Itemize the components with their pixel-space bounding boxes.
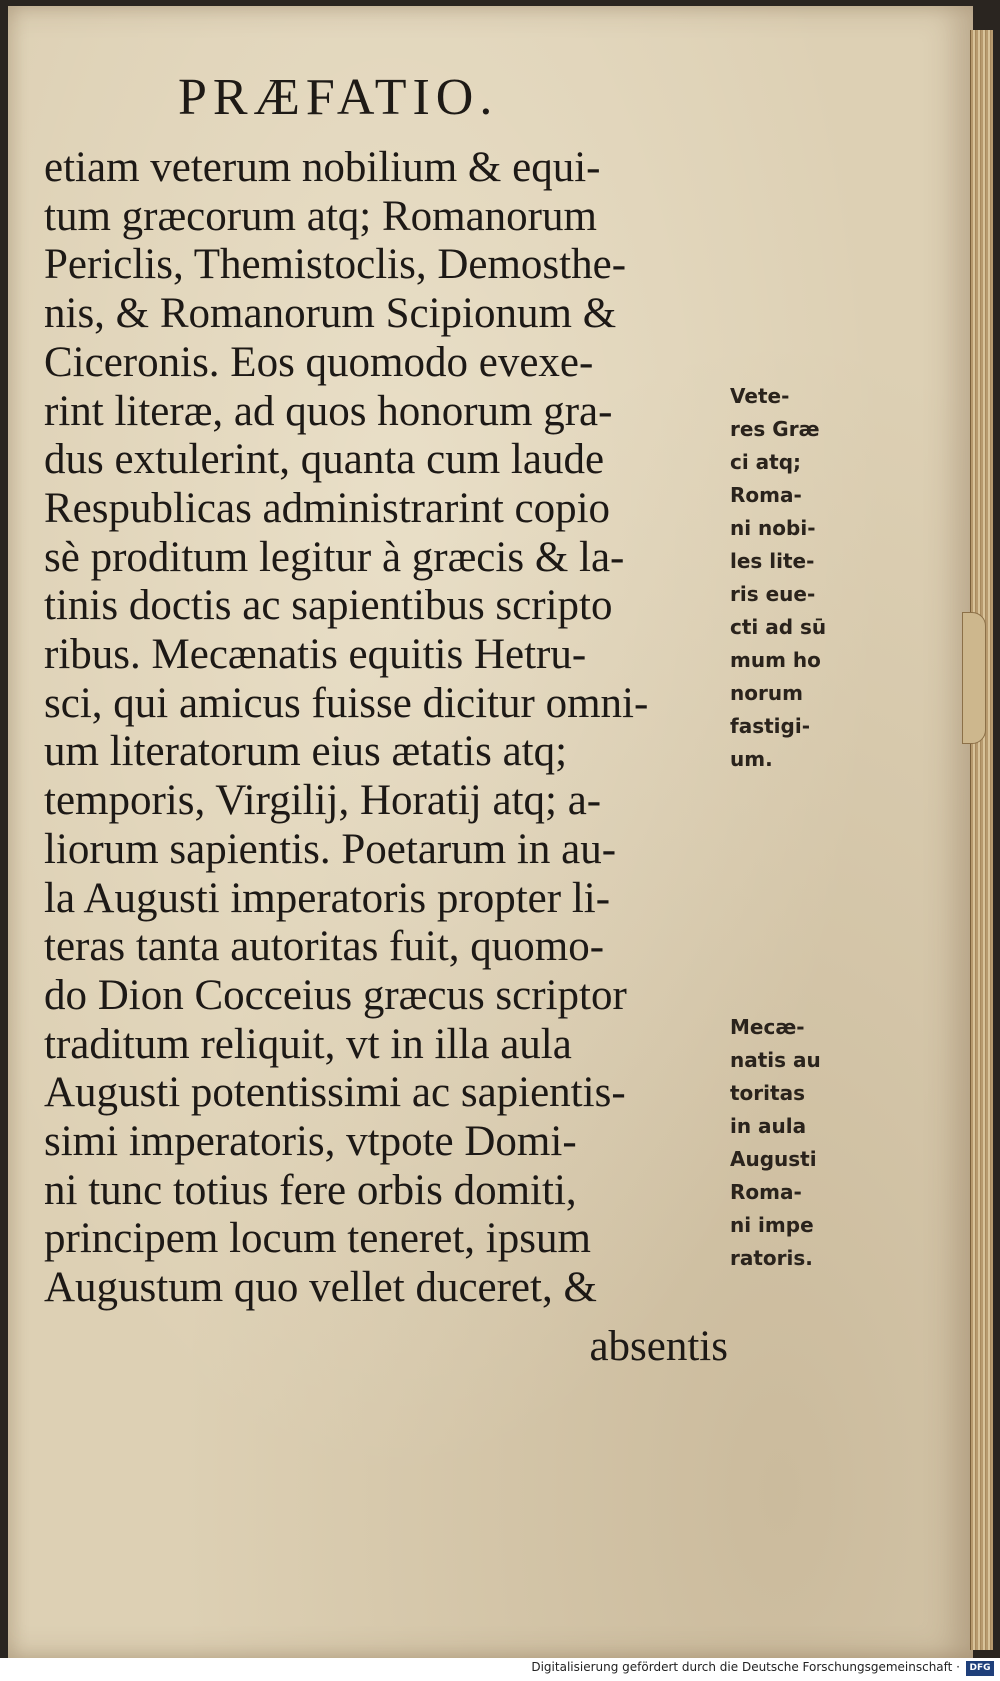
- marginal-line: les lite-: [730, 549, 815, 573]
- marginal-line: in aula: [730, 1114, 807, 1138]
- marginal-line: cti ad sū: [730, 615, 827, 639]
- marginal-line: res Græ: [730, 417, 820, 441]
- marginal-line: ci atq;: [730, 450, 802, 474]
- marginal-line: Augusti: [730, 1147, 817, 1171]
- marginal-note-veteres: [730, 380, 826, 776]
- marginal-note-mecaenatis: [730, 1011, 821, 1275]
- text-line: rint literæ, ad quos honorum gra-: [44, 387, 613, 435]
- text-line: ni tunc totius fere orbis domiti,: [44, 1166, 577, 1214]
- text-line: la Augusti imperatoris propter li-: [44, 874, 611, 922]
- text-line: Respublicas administrarint copio: [44, 484, 611, 532]
- text-line: um literatorum eius ætatis atq;: [44, 728, 568, 776]
- marginal-line: toritas: [730, 1081, 805, 1105]
- text-line: Ciceronis. Eos quomodo evexe-: [44, 338, 594, 386]
- text-line: etiam veterum nobilium & equi-: [44, 144, 601, 191]
- text-line: ribus. Mecænatis equitis Hetru-: [44, 631, 587, 679]
- page-tab: [962, 612, 986, 744]
- marginal-line: Mecæ-: [730, 1015, 805, 1039]
- marginal-line: um.: [730, 747, 773, 771]
- text-line: tinis doctis ac sapientibus scripto: [44, 582, 613, 630]
- marginal-line: norum: [730, 681, 803, 705]
- marginal-line: mum ho: [730, 648, 821, 672]
- book-fore-edge: [970, 30, 993, 1650]
- text-line: simi imperatoris, vtpote Domi-: [44, 1118, 577, 1166]
- text-line: traditum reliquit, vt in illa aula: [44, 1020, 572, 1068]
- text-line: Augustum quo vellet duceret, &: [44, 1264, 597, 1312]
- marginal-line: ni impe: [730, 1213, 814, 1237]
- marginal-line: fastigi-: [730, 714, 810, 738]
- footer-bar: [0, 1658, 1000, 1681]
- marginal-line: ni nobi-: [730, 516, 816, 540]
- marginal-line: natis au: [730, 1048, 821, 1072]
- marginal-line: Roma-: [730, 1180, 802, 1204]
- book-page: [8, 6, 973, 1658]
- text-line: sci, qui amicus fuisse dicitur omni-: [44, 679, 649, 727]
- text-line: nis, & Romanorum Scipionum &: [44, 290, 617, 338]
- text-line: Augusti potentissimi ac sapientis-: [44, 1069, 626, 1117]
- marginal-line: ratoris.: [730, 1246, 813, 1270]
- text-line: liorum sapientis. Poetarum in au-: [44, 825, 617, 873]
- catchword: absentis: [589, 1323, 728, 1370]
- text-line: tum græcorum atq; Romanorum: [44, 192, 597, 240]
- marginal-line: Roma-: [730, 483, 802, 507]
- funding-credit: Digitalisierung gefördert durch die Deutsche Forschungsgemeinschaft ·: [531, 1660, 960, 1674]
- text-line: Periclis, Themistoclis, Demosthe-: [44, 241, 627, 289]
- text-line: do Dion Cocceius græcus scriptor: [44, 971, 627, 1019]
- marginal-line: Vete-: [730, 384, 790, 408]
- dfg-logo-icon: DFG: [966, 1661, 994, 1676]
- body-text: [44, 144, 734, 1313]
- running-head: PRÆFATIO.: [178, 69, 499, 126]
- marginal-line: ris eue-: [730, 582, 816, 606]
- text-line: principem locum teneret, ipsum: [44, 1215, 591, 1263]
- text-line: dus extulerint, quanta cum laude: [44, 436, 605, 484]
- text-line: teras tanta autoritas fuit, quomo-: [44, 923, 605, 971]
- text-line: sè proditum legitur à græcis & la-: [44, 533, 625, 581]
- text-line: temporis, Virgilij, Horatij atq; a-: [44, 777, 602, 825]
